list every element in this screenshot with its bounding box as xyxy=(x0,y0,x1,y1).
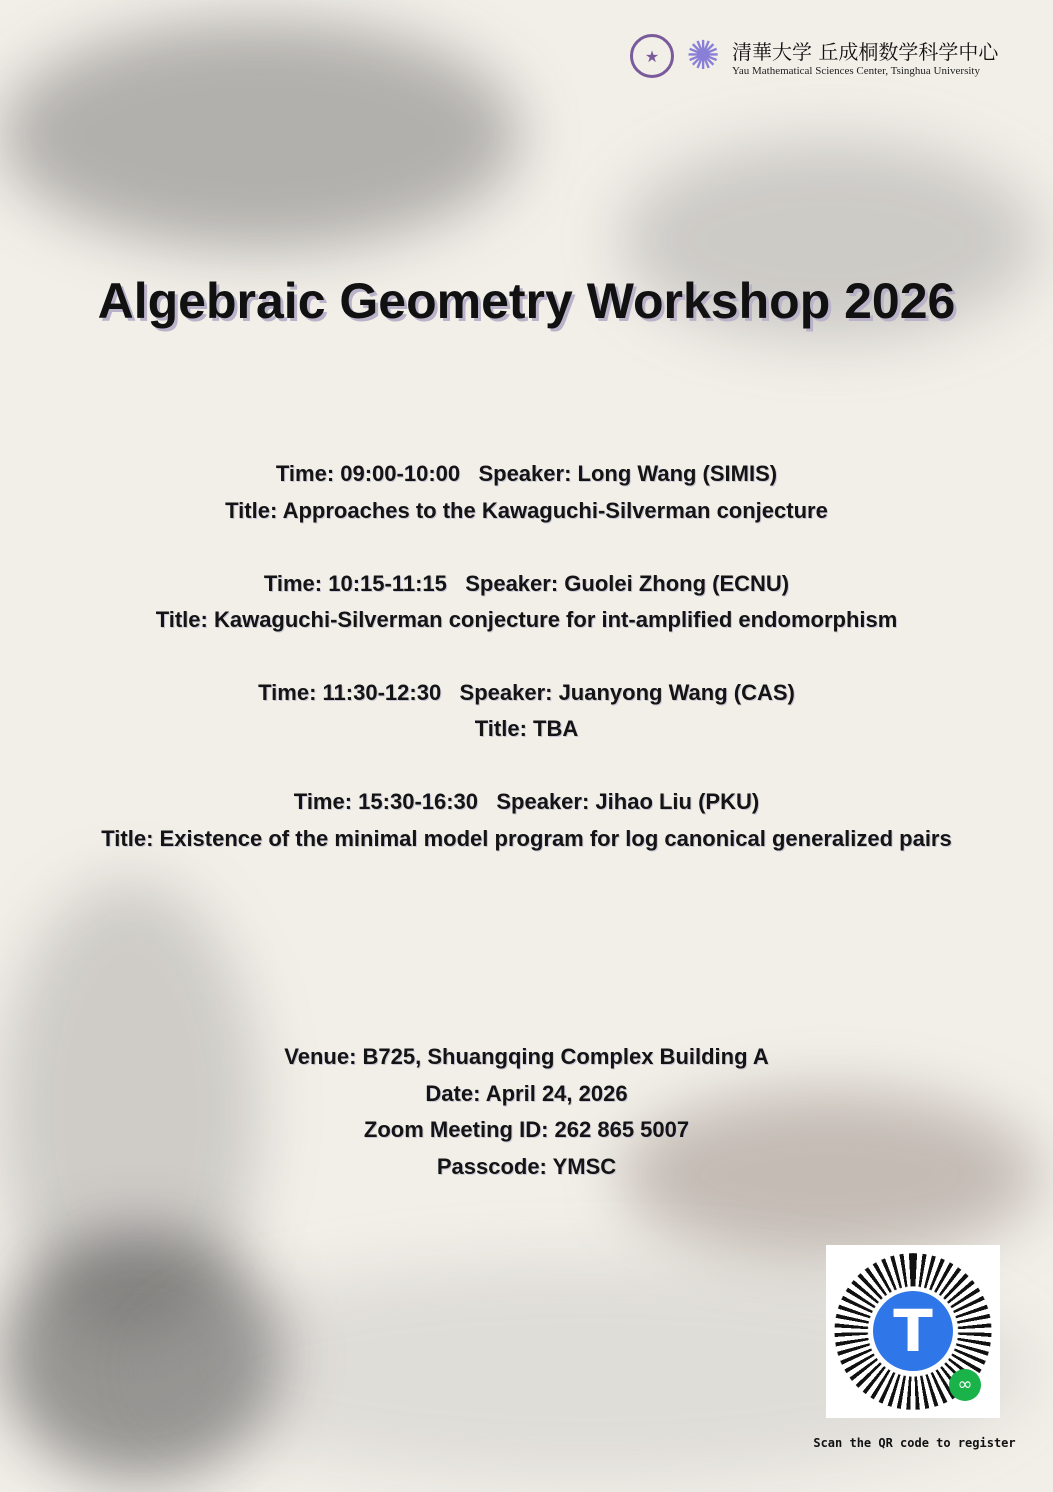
ymsc-logo xyxy=(630,33,1030,79)
talk-3-title: Title: TBA xyxy=(474,716,579,741)
talk-1-title: Title: Approaches to the Kawaguchi-Silverman conjecture xyxy=(225,498,828,523)
qr-caption: Scan the QR code to register xyxy=(813,1436,1016,1450)
logo-english-name: Yau Mathematical Sciences Center, Tsinghua University xyxy=(732,64,980,77)
talk-1-time-speaker: Time: 09:00-10:00 Speaker: Long Wang (SIMIS) xyxy=(275,461,778,486)
talk-4-time-speaker: Time: 15:30-16:30 Speaker: Jihao Liu (PKU) xyxy=(293,789,760,814)
tsinghua-seal-icon: ★ xyxy=(630,34,674,78)
talk-2-time-speaker: Time: 10:15-11:15 Speaker: Guolei Zhong (ECNU) xyxy=(263,571,790,596)
talk-3-time-speaker: Time: 11:30-12:30 Speaker: Juanyong Wang (CAS) xyxy=(258,680,795,705)
app-logo-icon: T xyxy=(873,1291,953,1371)
ymsc-emblem-icon: ✺ xyxy=(686,33,720,79)
venue: Venue: B725, Shuangqing Complex Building A xyxy=(284,1044,769,1069)
talk-2-title: Title: Kawaguchi-Silverman conjecture for int-amplified endomorphism xyxy=(155,607,898,632)
pine-tree-painting xyxy=(0,20,520,250)
date: Date: April 24, 2026 xyxy=(425,1081,628,1106)
registration-qr-code[interactable] xyxy=(826,1245,1000,1418)
page-title: Algebraic Geometry Workshop 2026 xyxy=(97,273,956,329)
passcode: Passcode: YMSC xyxy=(436,1154,617,1179)
talk-4-title: Title: Existence of the minimal model program for log canonical generalized pairs xyxy=(101,826,952,851)
mini-program-icon: ∞ xyxy=(949,1369,981,1401)
zoom-meeting-id: Zoom Meeting ID: 262 865 5007 xyxy=(363,1117,690,1142)
logo-chinese-name: 清華大学 丘成桐数学科学中心 xyxy=(732,39,999,64)
